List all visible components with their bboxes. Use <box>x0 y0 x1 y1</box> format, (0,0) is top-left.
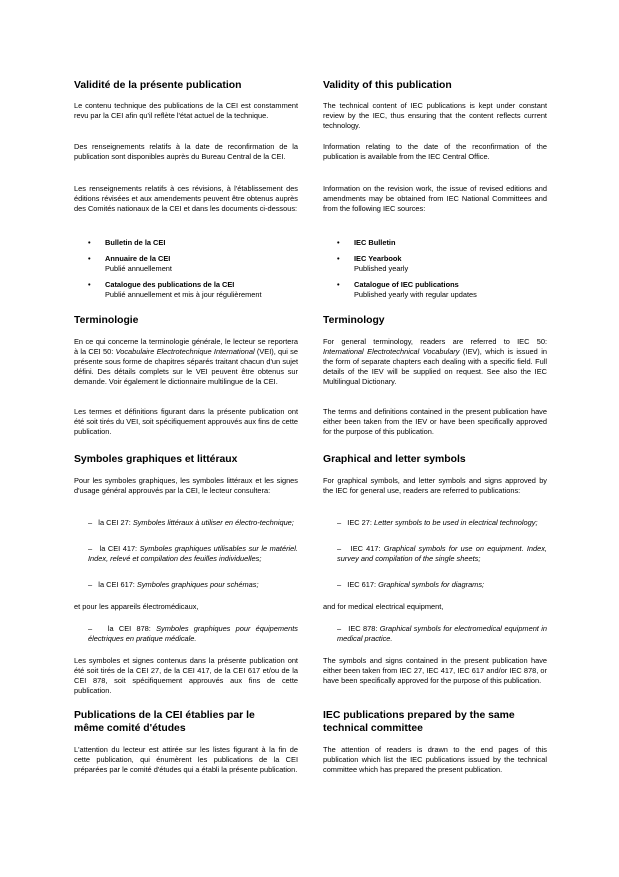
paragraph: For graphical symbols, and letter symbols and signs approved by the IEC for general use, readers are referred to publications: <box>323 476 547 495</box>
paragraph: Les symboles et signes contenus dans la présente publication ont été soit tirés de la CEI 27, de la CEI 417, de la CEI 617 et/ou de la CEI 878, soit spécifiquement approuvés aux fins de cette publication. <box>74 656 298 695</box>
heading-publications: IEC publications prepared by the same technical committee <box>323 710 515 734</box>
list-item-sub: Publié annuellement <box>105 263 172 273</box>
list-item-title: Catalogue of IEC publications <box>354 280 459 289</box>
heading-terminologie: Terminologie <box>74 315 139 326</box>
list-item-sub: Published yearly with regular updates <box>354 289 477 299</box>
paragraph: Les termes et définitions figurant dans la présente publication ont été soit tirés du VEI, soit spécifiquement approuvés aux fins de cette publication. <box>74 407 298 436</box>
list-item: – IEC 617: Graphical symbols for diagrams; <box>337 580 485 589</box>
heading-validity: Validity of this publication <box>323 80 452 91</box>
paragraph: Le contenu technique des publications de la CEI est constamment revu par la CEI afin qu'il reflète l'état actuel de la technique. <box>74 101 298 120</box>
paragraph: and for medical electrical equipment, <box>323 602 444 611</box>
paragraph: Information on the revision work, the issue of revised editions and amendments may be obtained from IEC National Committees and from the following IEC sources: <box>323 184 547 213</box>
paragraph: et pour les appareils électromédicaux, <box>74 602 199 611</box>
heading-validite: Validité de la présente publication <box>74 80 242 91</box>
paragraph: For general terminology, readers are referred to IEC 50: International Electrotechnical Vocabulary (IEV), which is issued in the form of separate chapters each dealing with a specific field. Full details of the IEV will be supplied on request. See also the IEC Multilingual Dictionary. <box>323 337 547 386</box>
list-item-title: Annuaire de la CEI <box>105 254 171 263</box>
paragraph: Information relating to the date of the reconfirmation of the publication is available from the IEC Central Office. <box>323 142 547 161</box>
paragraph: En ce qui concerne la terminologie générale, le lecteur se reportera à la CEI 50: Vocabulaire Electrotechnique International (VEI), qui se présente sous forme de chapitres séparés traitant chacun d'un sujet défini. Des détails complets sur le VEI peuvent être obtenus sur demande. Voir également le dictionnaire multilingue de la CEI. <box>74 337 298 386</box>
list-item: – IEC 27: Letter symbols to be used in electrical technology; <box>337 518 538 527</box>
paragraph: The technical content of IEC publications is kept under constant review by the IEC, thus ensuring that the content reflects current technology. <box>323 101 547 130</box>
paragraph: Des renseignements relatifs à la date de reconfirmation de la publication sont disponibles auprès du Bureau Central de la CEI. <box>74 142 298 161</box>
heading-symboles: Symboles graphiques et littéraux <box>74 454 238 465</box>
list-item: – la CEI 878: Symboles graphiques pour équipements électriques en pratique médicale. <box>88 624 298 643</box>
list-item: – la CEI 27: Symboles littéraux à utiliser en électro-technique; <box>88 518 294 527</box>
bullet-icon: • <box>337 238 340 247</box>
bullet-icon: • <box>88 280 91 289</box>
list-item-title: Catalogue des publications de la CEI <box>105 280 235 289</box>
paragraph: Les renseignements relatifs à ces révisions, à l'établissement des éditions révisées et aux amendements peuvent être obtenus auprès des Comités nationaux de la CEI et dans les documents ci-dessous: <box>74 184 298 213</box>
bullet-icon: • <box>337 254 340 263</box>
heading-publications: Publications de la CEI établies par le même comité d'études <box>74 710 255 734</box>
list-item: – la CEI 417: Symboles graphiques utilisables sur le matériel. Index, relevé et compilation des feuilles individuelles; <box>88 544 298 563</box>
bullet-icon: • <box>88 254 91 263</box>
heading-terminology: Terminology <box>323 315 385 326</box>
list-item-sub: Publié annuellement et mis à jour régulièrement <box>105 289 262 299</box>
list-item-title: IEC Yearbook <box>354 254 402 263</box>
paragraph: L'attention du lecteur est attirée sur les listes figurant à la fin de cette publication, qui énumèrent les publications de la CEI préparées par le comité d'études qui a établi la présente publication. <box>74 745 298 774</box>
list-item-sub: Published yearly <box>354 263 409 273</box>
list-item-title: IEC Bulletin <box>354 238 396 247</box>
paragraph: The attention of readers is drawn to the end pages of this publication which list the IEC publications issued by the technical committee which has prepared the present publication. <box>323 745 547 774</box>
list-item: – IEC 417: Graphical symbols for use on equipment. Index, survey and compilation of the single sheets; <box>337 544 547 563</box>
list-item: – la CEI 617: Symboles graphiques pour schémas; <box>88 580 259 589</box>
heading-symbols: Graphical and letter symbols <box>323 454 466 465</box>
paragraph: The symbols and signs contained in the present publication have either been taken from IEC 27, IEC 417, IEC 617 and/or IEC 878, or have been specifically approved for the purpose of this publication. <box>323 656 547 685</box>
bullet-icon: • <box>337 280 340 289</box>
bullet-icon: • <box>88 238 91 247</box>
paragraph: The terms and definitions contained in the present publication have either been taken from the IEV or have been specifically approved for the purpose of this publication. <box>323 407 547 436</box>
list-item: – IEC 878: Graphical symbols for electromedical equipment in medical practice. <box>337 624 547 643</box>
list-item-title: Bulletin de la CEI <box>105 238 166 247</box>
paragraph: Pour les symboles graphiques, les symboles littéraux et les signes d'usage général approuvés par la CEI, le lecteur consultera: <box>74 476 298 495</box>
